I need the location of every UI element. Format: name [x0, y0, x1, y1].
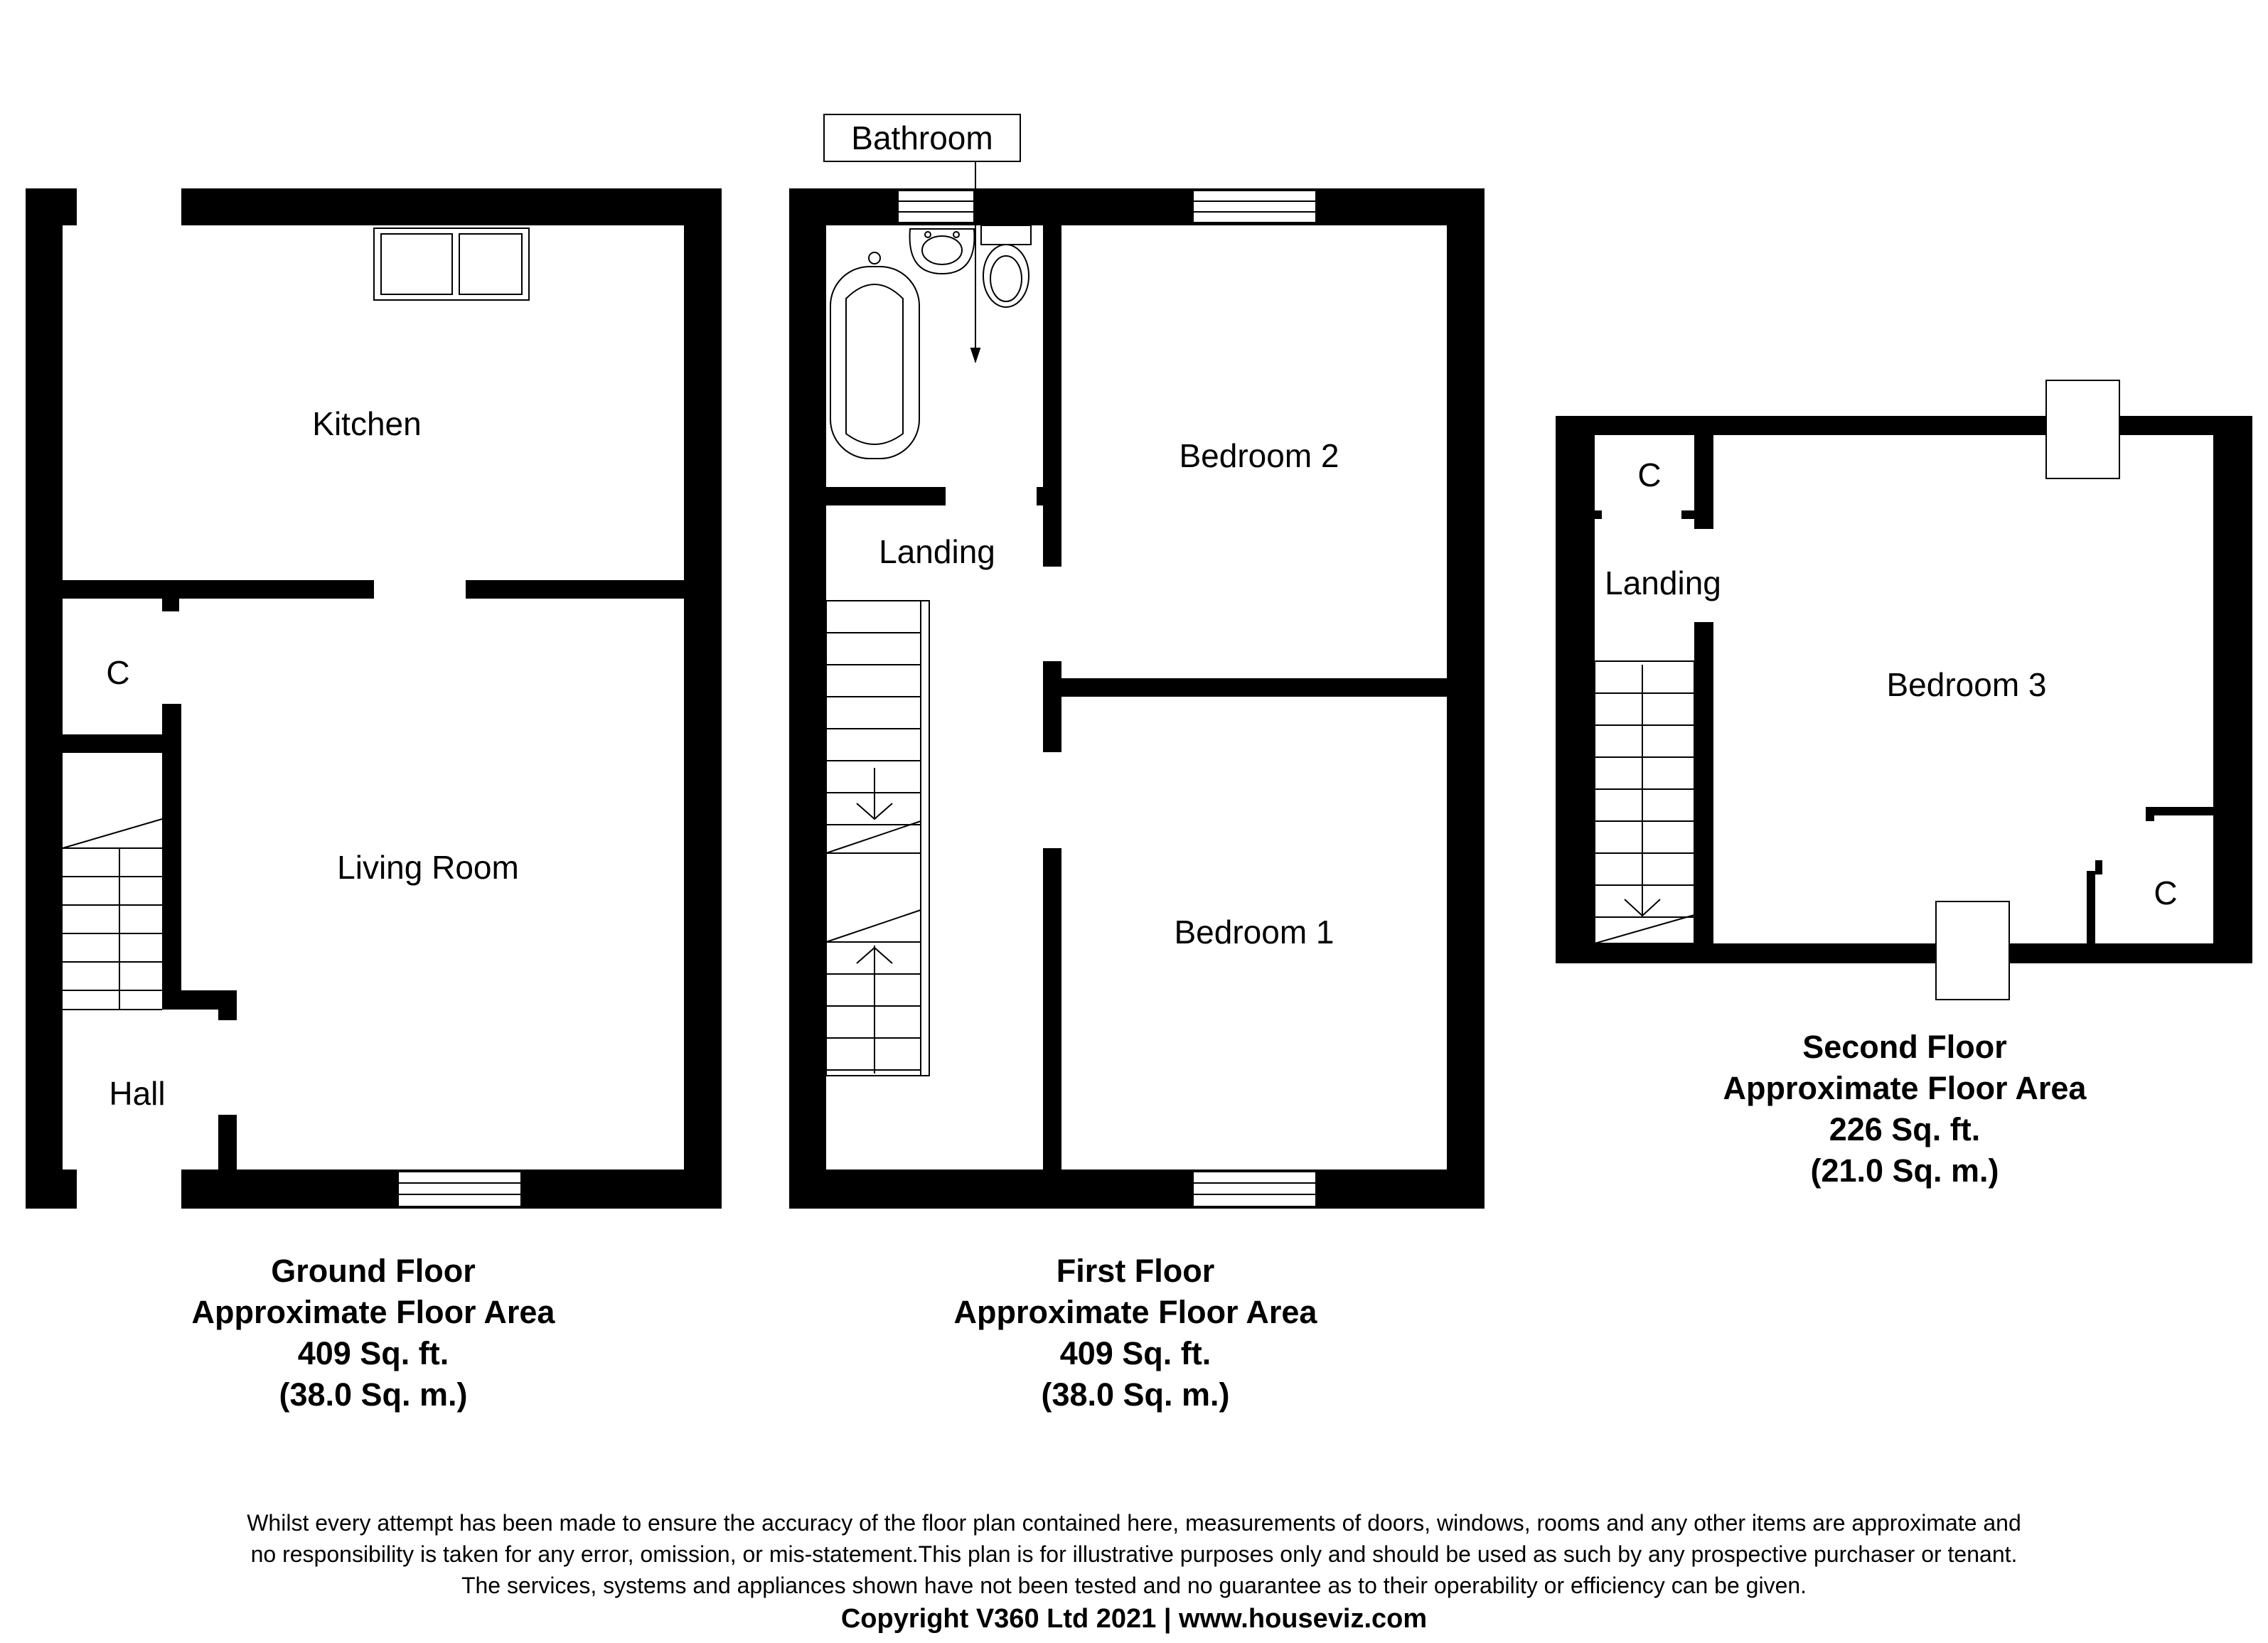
room-label-bedroom-1: Bedroom 1 — [1174, 914, 1334, 951]
ground-floor-window — [398, 1172, 521, 1206]
wall — [218, 990, 237, 1020]
disclaimer — [0, 1507, 2268, 1637]
wall — [2213, 416, 2252, 963]
wall — [26, 188, 63, 1209]
room-label-kitchen: Kitchen — [312, 405, 422, 442]
copyright-line: Copyright V360 Ltd 2021 | www.houseviz.com — [840, 1604, 1428, 1634]
wall — [162, 704, 181, 1010]
floor-area-label: Approximate Floor Area — [191, 1294, 555, 1330]
wall — [466, 580, 684, 599]
ground-floor-stairs — [63, 819, 162, 1010]
wall — [826, 487, 946, 505]
bath-tub — [830, 252, 919, 459]
room-label-cupboard-bottom: C — [2154, 874, 2178, 911]
floor-caption-first — [954, 1251, 1317, 1415]
wall — [789, 188, 1485, 225]
second-floor-stairs — [1595, 661, 1694, 943]
wall — [684, 188, 722, 1209]
floor-area-label: Approximate Floor Area — [1723, 1070, 2087, 1106]
floor-area-sqm: (38.0 Sq. m.) — [279, 1376, 468, 1413]
first-floor-windows — [898, 191, 1316, 1206]
wall — [2153, 807, 2213, 815]
wall — [1447, 188, 1485, 1209]
wall — [2095, 860, 2102, 874]
floor-caption-second — [1723, 1027, 2087, 1192]
room-label-bathroom: Bathroom — [823, 114, 1021, 162]
disclaimer-line-3: The services, systems and appliances shown have not been tested and no guarantee as to their operability or efficiency can be given. — [461, 1573, 1807, 1598]
room-label-landing-second: Landing — [1605, 564, 1721, 601]
kitchen-sink — [374, 228, 529, 300]
toilet — [981, 225, 1031, 307]
room-label-landing: Landing — [879, 533, 995, 570]
wall — [1043, 225, 1061, 567]
wall — [1681, 510, 1694, 519]
wall — [63, 580, 374, 599]
ground-floor-plan — [26, 188, 722, 1209]
floor-area-label: Approximate Floor Area — [953, 1294, 1317, 1330]
wall — [789, 1170, 1485, 1209]
first-floor-stairs — [826, 601, 929, 1076]
wall — [2087, 871, 2095, 943]
room-label-hall: Hall — [109, 1075, 166, 1112]
room-label-bedroom-2: Bedroom 2 — [1179, 437, 1339, 474]
floor-caption-ground — [192, 1251, 555, 1415]
wall — [181, 188, 722, 225]
floor-area-sqm: (21.0 Sq. m.) — [1810, 1152, 1999, 1189]
room-label-cupboard: C — [106, 654, 130, 691]
floor-name: Ground Floor — [271, 1253, 476, 1289]
floor-name: Second Floor — [1802, 1029, 2007, 1065]
wall — [26, 1170, 77, 1209]
wall — [1043, 661, 1061, 752]
wall — [1694, 435, 1713, 529]
floor-area-sqft: 409 Sq. ft. — [1059, 1335, 1211, 1371]
wall — [1595, 510, 1602, 519]
first-floor-plan — [789, 188, 1485, 1209]
wall — [1556, 416, 2252, 435]
wall — [1061, 678, 1447, 697]
wall — [1556, 416, 1595, 963]
floor-area-sqft: 409 Sq. ft. — [297, 1335, 449, 1371]
wall — [2146, 807, 2154, 821]
wall — [218, 1115, 237, 1170]
wall — [1556, 943, 2252, 963]
wall — [1694, 622, 1713, 943]
disclaimer-line-2: no responsibility is taken for any error, omission, or mis-statement.This plan is for illustrative purposes only and should be used as such by any prospective purchaser or tenant. — [250, 1541, 2018, 1567]
room-label-living-room: Living Room — [337, 849, 519, 886]
floor-name: First Floor — [1056, 1253, 1215, 1289]
disclaimer-line-1: Whilst every attempt has been made to ensure the accuracy of the floor plan contained here, measurements of doors, windows, rooms and any other items are approximate and — [247, 1510, 2021, 1536]
wall — [63, 734, 162, 753]
wash-basin — [910, 229, 975, 274]
wall — [162, 599, 179, 611]
wall — [789, 188, 826, 1209]
room-label-bedroom-3: Bedroom 3 — [1886, 666, 2047, 703]
floor-area-sqm: (38.0 Sq. m.) — [1041, 1376, 1230, 1413]
floor-area-sqft: 226 Sq. ft. — [1829, 1111, 1981, 1147]
room-label-cupboard-top: C — [1637, 456, 1662, 493]
wall — [1043, 848, 1061, 1170]
